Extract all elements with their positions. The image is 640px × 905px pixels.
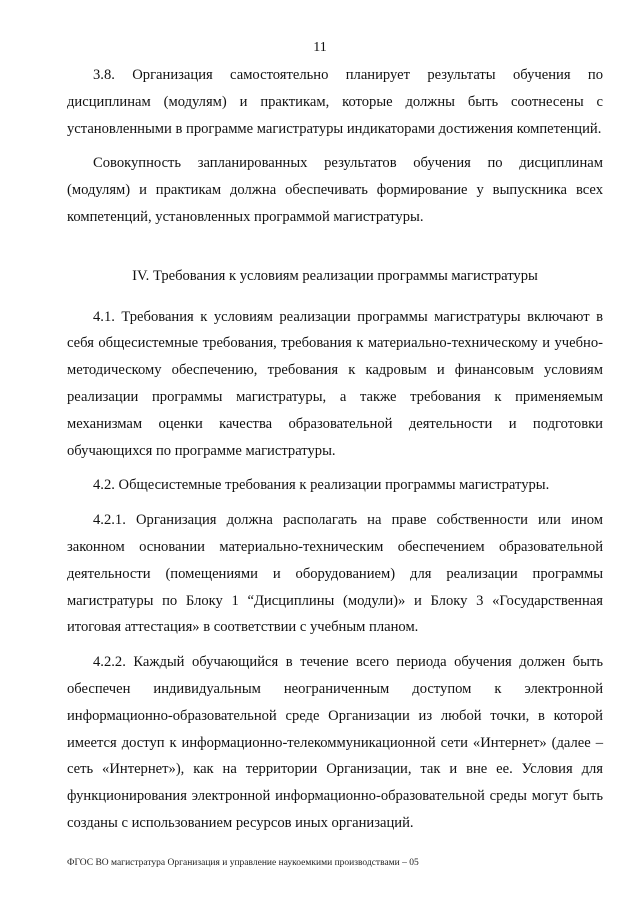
paragraph-4-2-2: 4.2.2. Каждый обучающийся в течение всего периода обучения должен быть обеспечен индивидуальным неограниченным доступом к электронной информационно-образовательной среде Организации из любой точки, в которой имеется доступ к информационно-телекоммуникационной сети «Интернет» (далее – сеть «Интернет»), как на территории Организации, так и вне ее. Условия для функционирования электронной информационно-образовательной среды могут быть созданы с использованием ресурсов иных организаций. <box>67 654 603 831</box>
page-footer: ФГОС ВО магистратура Организация и управление наукоемкими производствами – 05 <box>67 858 419 868</box>
page-number: 11 <box>313 40 327 55</box>
paragraph-4-2-1: 4.2.1. Организация должна располагать на праве собственности или ином законном основании материально-техническим обеспечением образовательной деятельности (помещениями и оборудованием) для реализации программы магистратуры по Блоку 1 “Дисциплины (модули)» и Блоку 3 «Государственная итоговая аттестация» в соответствии с учебным планом. <box>67 512 603 636</box>
paragraph-3-8: 3.8. Организация самостоятельно планирует результаты обучения по дисциплинам (модулям) и практикам, которые должны быть соотнесены с установленными в программе магистратуры индикаторами достижения компетенций. <box>67 67 603 137</box>
section-heading: IV. Требования к условиям реализации программы магистратуры <box>132 267 538 284</box>
paragraph-4-1: 4.1. Требования к условиям реализации программы магистратуры включают в себя общесистемные требования, требования к материально-техническому и учебно-методическому обеспечению, требования к кадровым и финансовым условиям реализации программы магистратуры, а также требования к применяемым механизмам оценки качества образовательной деятельности и подготовки обучающихся по программе магистратуры. <box>67 308 603 459</box>
document-body <box>67 62 603 837</box>
paragraph-4-2: 4.2. Общесистемные требования к реализации программы магистратуры. <box>93 477 550 494</box>
paragraph-learning-results: Совокупность запланированных результатов обучения по дисциплинам (модулям) и практикам должна обеспечивать формирование у выпускника всех компетенций, установленных программой магистратуры. <box>67 155 603 225</box>
